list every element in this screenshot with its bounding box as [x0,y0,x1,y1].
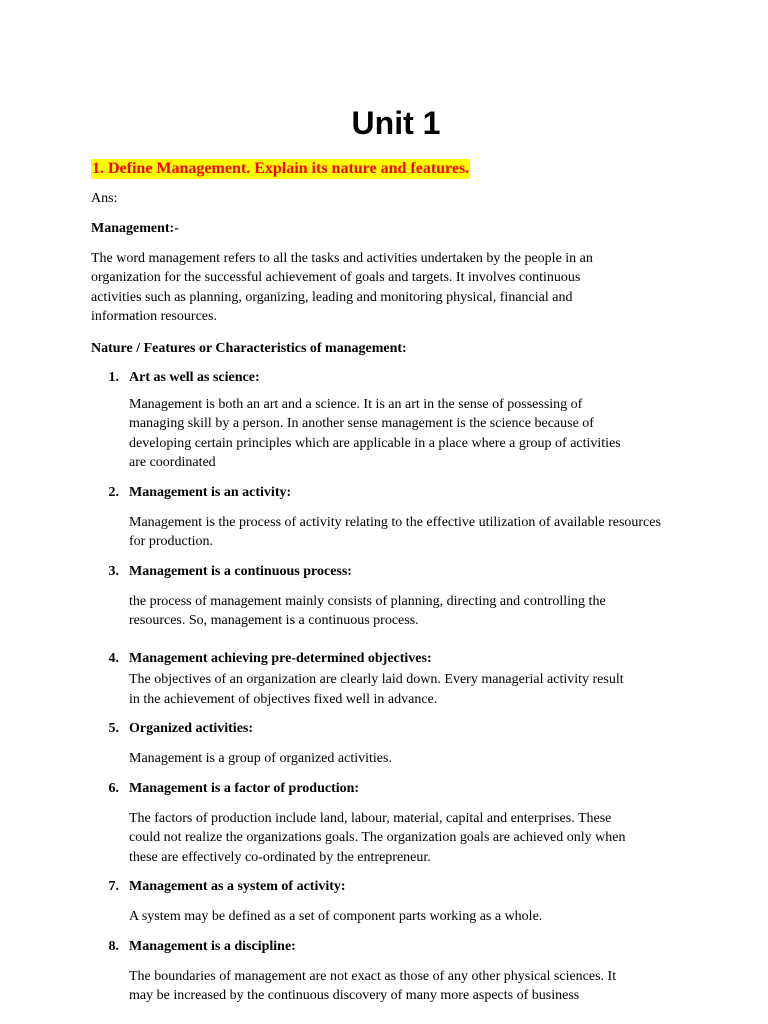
item-line: could not realize the organizations goals. The organization goals are achieved only when [129,830,626,845]
item-line: managing skill by a person. In another sense management is the science because of [129,416,594,431]
item-line: resources. So, management is a continuous process. [129,613,419,628]
item-heading: Art as well as science: [129,370,260,385]
item-line: developing certain principles which are applicable in a place where a group of activities [129,436,621,451]
intro-line: information resources. [91,309,217,324]
item-line: The boundaries of management are not exact as those of any other physical sciences. It [129,969,617,984]
intro-line: The word management refers to all the tasks and activities undertaken by the people in an [91,251,593,266]
item-line: in the achievement of objectives fixed well in advance. [129,692,438,707]
page-title: Unit 1 [351,105,441,141]
item-heading: Management is an activity: [129,485,292,500]
item-number: 3. [108,564,119,579]
intro-line: organization for the successful achievement of goals and targets. It involves continuous [91,270,581,285]
item-heading: Management achieving pre-determined objectives: [129,651,432,666]
item-heading: Management as a system of activity: [129,879,346,894]
item-number: 5. [108,721,119,736]
item-line: Management is a group of organized activities. [129,751,392,766]
item-heading: Management is a discipline: [129,939,296,954]
item-line: The objectives of an organization are clearly laid down. Every managerial activity result [129,672,624,687]
item-line: may be increased by the continuous discovery of many more aspects of business [129,988,580,1003]
item-heading: Management is a continuous process: [129,564,352,579]
item-line: these are effectively co-ordinated by the entrepreneur. [129,850,431,865]
intro-line: activities such as planning, organizing, leading and monitoring physical, financial and [91,290,573,305]
item-line: The factors of production include land, labour, material, capital and enterprises. These [129,811,612,826]
item-line: for production. [129,534,213,549]
item-number: 1. [108,370,119,385]
item-number: 2. [108,485,119,500]
item-line: the process of management mainly consists of planning, directing and controlling the [129,594,606,609]
item-heading: Management is a factor of production: [129,781,360,796]
item-line: are coordinated [129,455,216,470]
item-line: A system may be defined as a set of component parts working as a whole. [129,909,543,924]
item-number: 7. [108,879,119,894]
item-line: Management is both an art and a science. It is an art in the sense of possessing of [129,397,583,412]
nature-heading: Nature / Features or Characteristics of management: [91,341,407,356]
ans-label: Ans: [91,191,118,206]
item-heading: Organized activities: [129,721,254,736]
item-number: 8. [108,939,119,954]
item-number: 4. [108,651,119,666]
management-heading: Management:- [91,221,179,236]
question-heading: 1. Define Management. Explain its nature and features. [92,160,470,177]
item-line: Management is the process of activity relating to the effective utilization of available resources [129,515,661,530]
item-number: 6. [108,781,119,796]
